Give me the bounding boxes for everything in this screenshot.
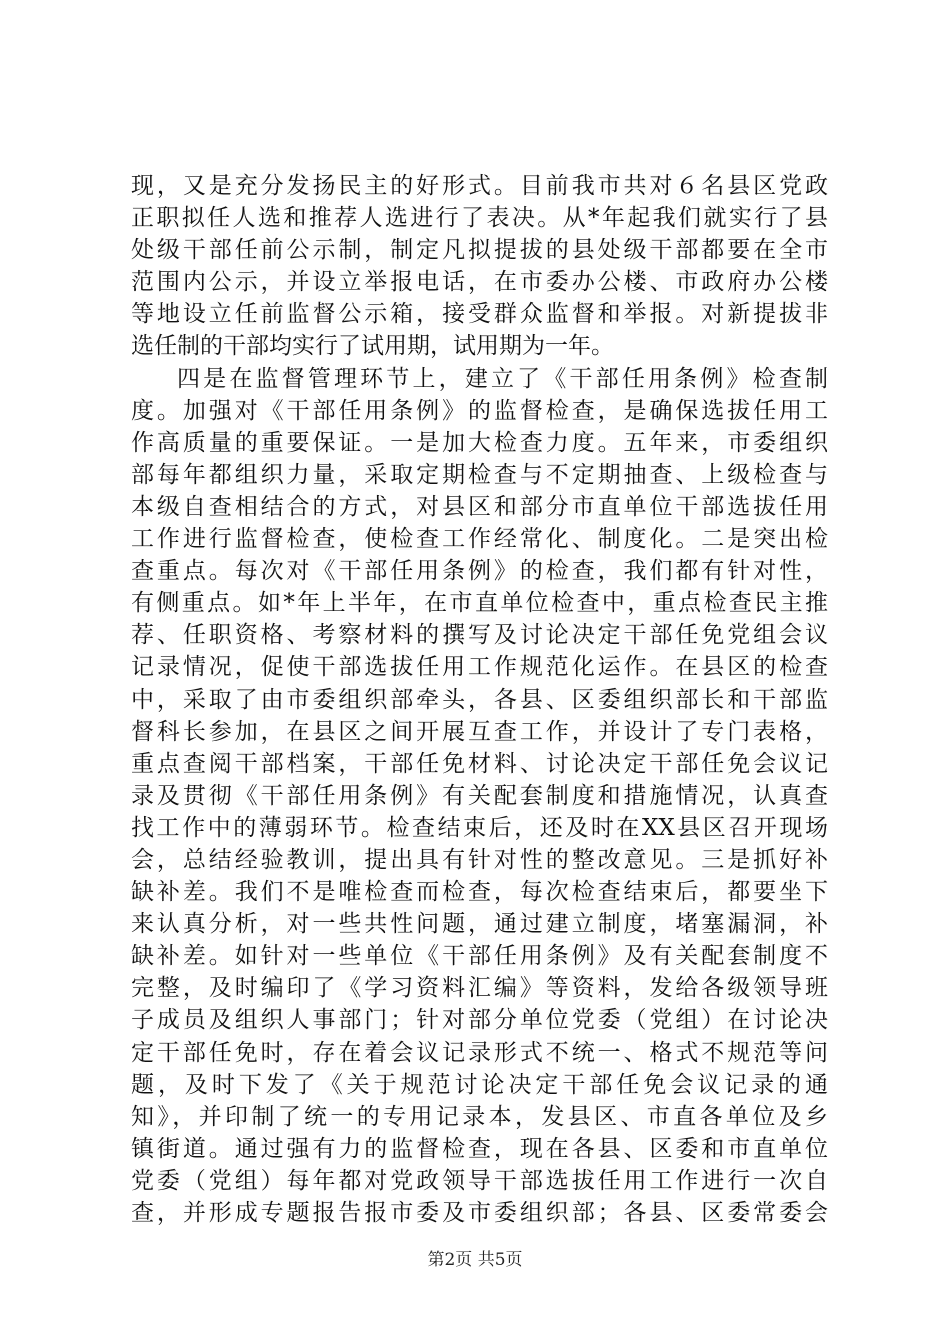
text-line: 找工作中的薄弱环节。检查结束后，还及时在XX县区召开现场	[131, 814, 828, 841]
text-line: 党委（党组）每年都对党政领导干部选拔任用工作进行一次自	[131, 1167, 828, 1194]
text-line: 重点查阅干部档案，干部任免材料、讨论决定干部任免会议记	[131, 750, 828, 777]
text-line: 等地设立任前监督公示箱，接受群众监督和举报。对新提拔非	[131, 301, 828, 328]
text-line: 查重点。每次对《干部任用条例》的检查，我们都有针对性，	[131, 558, 828, 585]
text-line: 范围内公示，并设立举报电话，在市委办公楼、市政府办公楼	[131, 269, 828, 296]
text-line: 选任制的干部均实行了试用期，试用期为一年。	[131, 333, 614, 360]
text-line: 处级干部任前公示制，制定凡拟提拔的县处级干部都要在全市	[131, 237, 828, 264]
text-line: 现，又是充分发扬民主的好形式。目前我市共对６名县区党政	[131, 173, 828, 199]
text-line: 来认真分析，对一些共性问题，通过建立制度，堵塞漏洞，补	[131, 911, 828, 938]
text-line: 缺补差。我们不是唯检查而检查，每次检查结束后，都要坐下	[131, 879, 828, 906]
text-line: 督科长参加，在县区之间开展互查工作，并设计了专门表格，	[131, 718, 828, 745]
text-line: 荐、任职资格、考察材料的撰写及讨论决定干部任免党组会议	[131, 622, 828, 649]
text-line: 录及贯彻《干部任用条例》有关配套制度和措施情况，认真查	[131, 782, 828, 809]
text-line: 工作进行监督检查，使检查工作经常化、制度化。二是突出检	[131, 526, 828, 553]
text-line: 本级自查相结合的方式，对县区和部分市直单位干部选拔任用	[131, 493, 828, 520]
text-line: 镇街道。通过强有力的监督检查，现在各县、区委和市直单位	[131, 1135, 828, 1162]
text-line: 子成员及组织人事部门；针对部分单位党委（党组）在讨论决	[131, 1007, 828, 1034]
text-line: 有侧重点。如*年上半年，在市直单位检查中，重点检查民主推	[131, 590, 828, 617]
text-line: 中，采取了由市委组织部牵头，各县、区委组织部长和干部监	[131, 686, 828, 713]
page-number-footer: 第2页 共5页	[427, 1250, 523, 1270]
text-line: 知》，并印制了统一的专用记录本，发县区、市直各单位及乡	[131, 1103, 828, 1130]
text-line: 会，总结经验教训，提出具有针对性的整改意见。三是抓好补	[131, 846, 828, 873]
text-line: 缺补差。如针对一些单位《干部任用条例》及有关配套制度不	[131, 943, 828, 970]
text-line: 正职拟任人选和推荐人选进行了表决。从*年起我们就实行了县	[131, 205, 828, 232]
body-text	[131, 170, 828, 1229]
text-line: 完整，及时编印了《学习资料汇编》等资料，发给各级领导班	[131, 975, 828, 1002]
text-line: 作高质量的重要保证。一是加大检查力度。五年来，市委组织	[131, 429, 828, 456]
paragraph-start-line: 四是在监督管理环节上，建立了《干部任用条例》检查制	[177, 365, 828, 392]
text-line: 查，并形成专题报告报市委及市委组织部；各县、区委常委会	[131, 1200, 828, 1226]
text-line: 定干部任免时，存在着会议记录形式不统一、格式不规范等问	[131, 1039, 828, 1066]
text-line: 度。加强对《干部任用条例》的监督检查，是确保选拔任用工	[131, 397, 828, 424]
text-line: 部每年都组织力量，采取定期检查与不定期抽查、上级检查与	[131, 461, 828, 488]
text-line: 记录情况，促使干部选拔任用工作规范化运作。在县区的检查	[131, 654, 828, 681]
text-line: 题，及时下发了《关于规范讨论决定干部任免会议记录的通	[131, 1071, 828, 1098]
